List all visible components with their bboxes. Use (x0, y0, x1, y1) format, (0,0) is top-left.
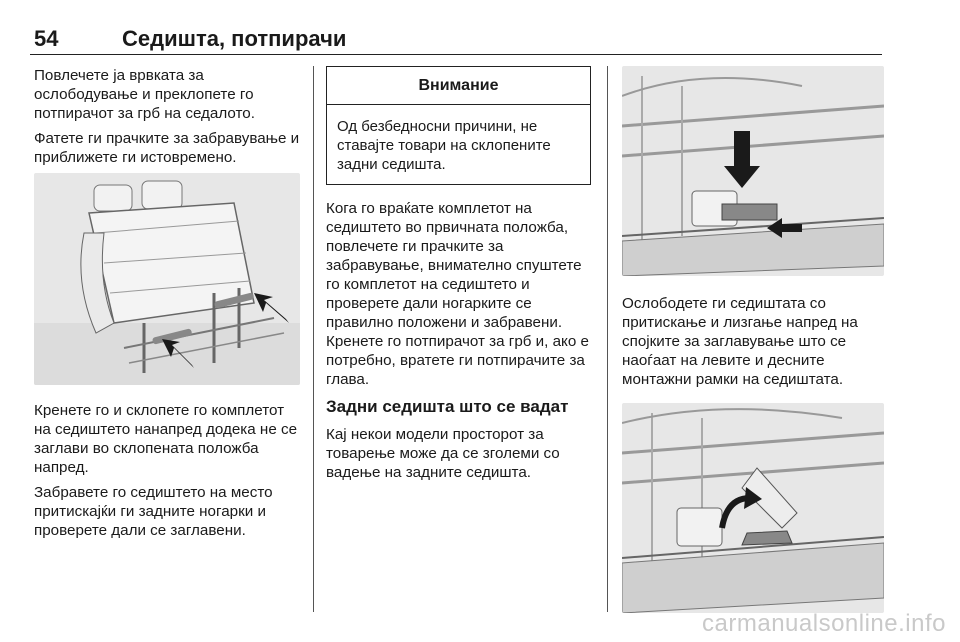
watermark: carmanualsonline.info (702, 610, 946, 637)
page-title: Седишта, потпирачи (122, 26, 347, 51)
column-divider-left (313, 66, 314, 612)
column-middle (326, 66, 592, 488)
warning-title: Внимание (327, 67, 590, 105)
paragraph-release-seats: Ослободете ги седиштата со притискање и лизгање напред на спојките за заглавување што се наоѓаат на левите и десните монтажни рамки на седиштата. (622, 295, 858, 388)
paragraph-removable-seats: Кај некои модели просторот за товарење може да се зголеми со вадење на задните седишта. (326, 426, 560, 481)
arrow-down-icon (724, 131, 760, 188)
figure-latch-release (622, 403, 884, 613)
column-left (34, 66, 300, 546)
paragraph-return-seat: Кога го враќате комплетот на седиштето во првичната положба, повлечете ги прачките за забравување, внимателно спуштете го комплетот на седиштето и проверете дали ногарките се правилно положени и забравени. Кренете го потпирачот за грб и, ако е потребно, вратете ги потпирачите за глава. (326, 200, 589, 388)
warning-text: Од безбедносни причини, не ставајте товари на склопените задни седишта. (337, 118, 551, 173)
page-header (30, 24, 882, 55)
figure-folded-seat (34, 173, 300, 385)
folded-seat-illustration (34, 173, 300, 385)
paragraph-locking-bars: Фатете ги прачките за забравување и приближете ги истовремено. (34, 130, 300, 166)
warning-box (326, 66, 591, 185)
slide-latch-illustration (622, 66, 884, 276)
column-divider-right (607, 66, 608, 612)
figure-slide-latch (622, 66, 884, 276)
column-right (622, 66, 884, 613)
paragraph-release-strap: Повлечете ја врвката за ослободување и преклопете го потпирачот за грб на седалото. (34, 67, 255, 122)
section-heading: Задни седишта што се вадат (326, 397, 569, 416)
page-number: 54 (34, 26, 59, 51)
paragraph-lock-seat: Забравете го седиштето на место притискајќи ги задните ногарки и проверете дали се заглавени. (34, 484, 273, 539)
paragraph-fold-forward: Кренете го и склопете го комплетот на седиштето нанапред додека не се заглави во склопената положба напред. (34, 402, 298, 476)
latch-release-illustration (622, 403, 884, 613)
